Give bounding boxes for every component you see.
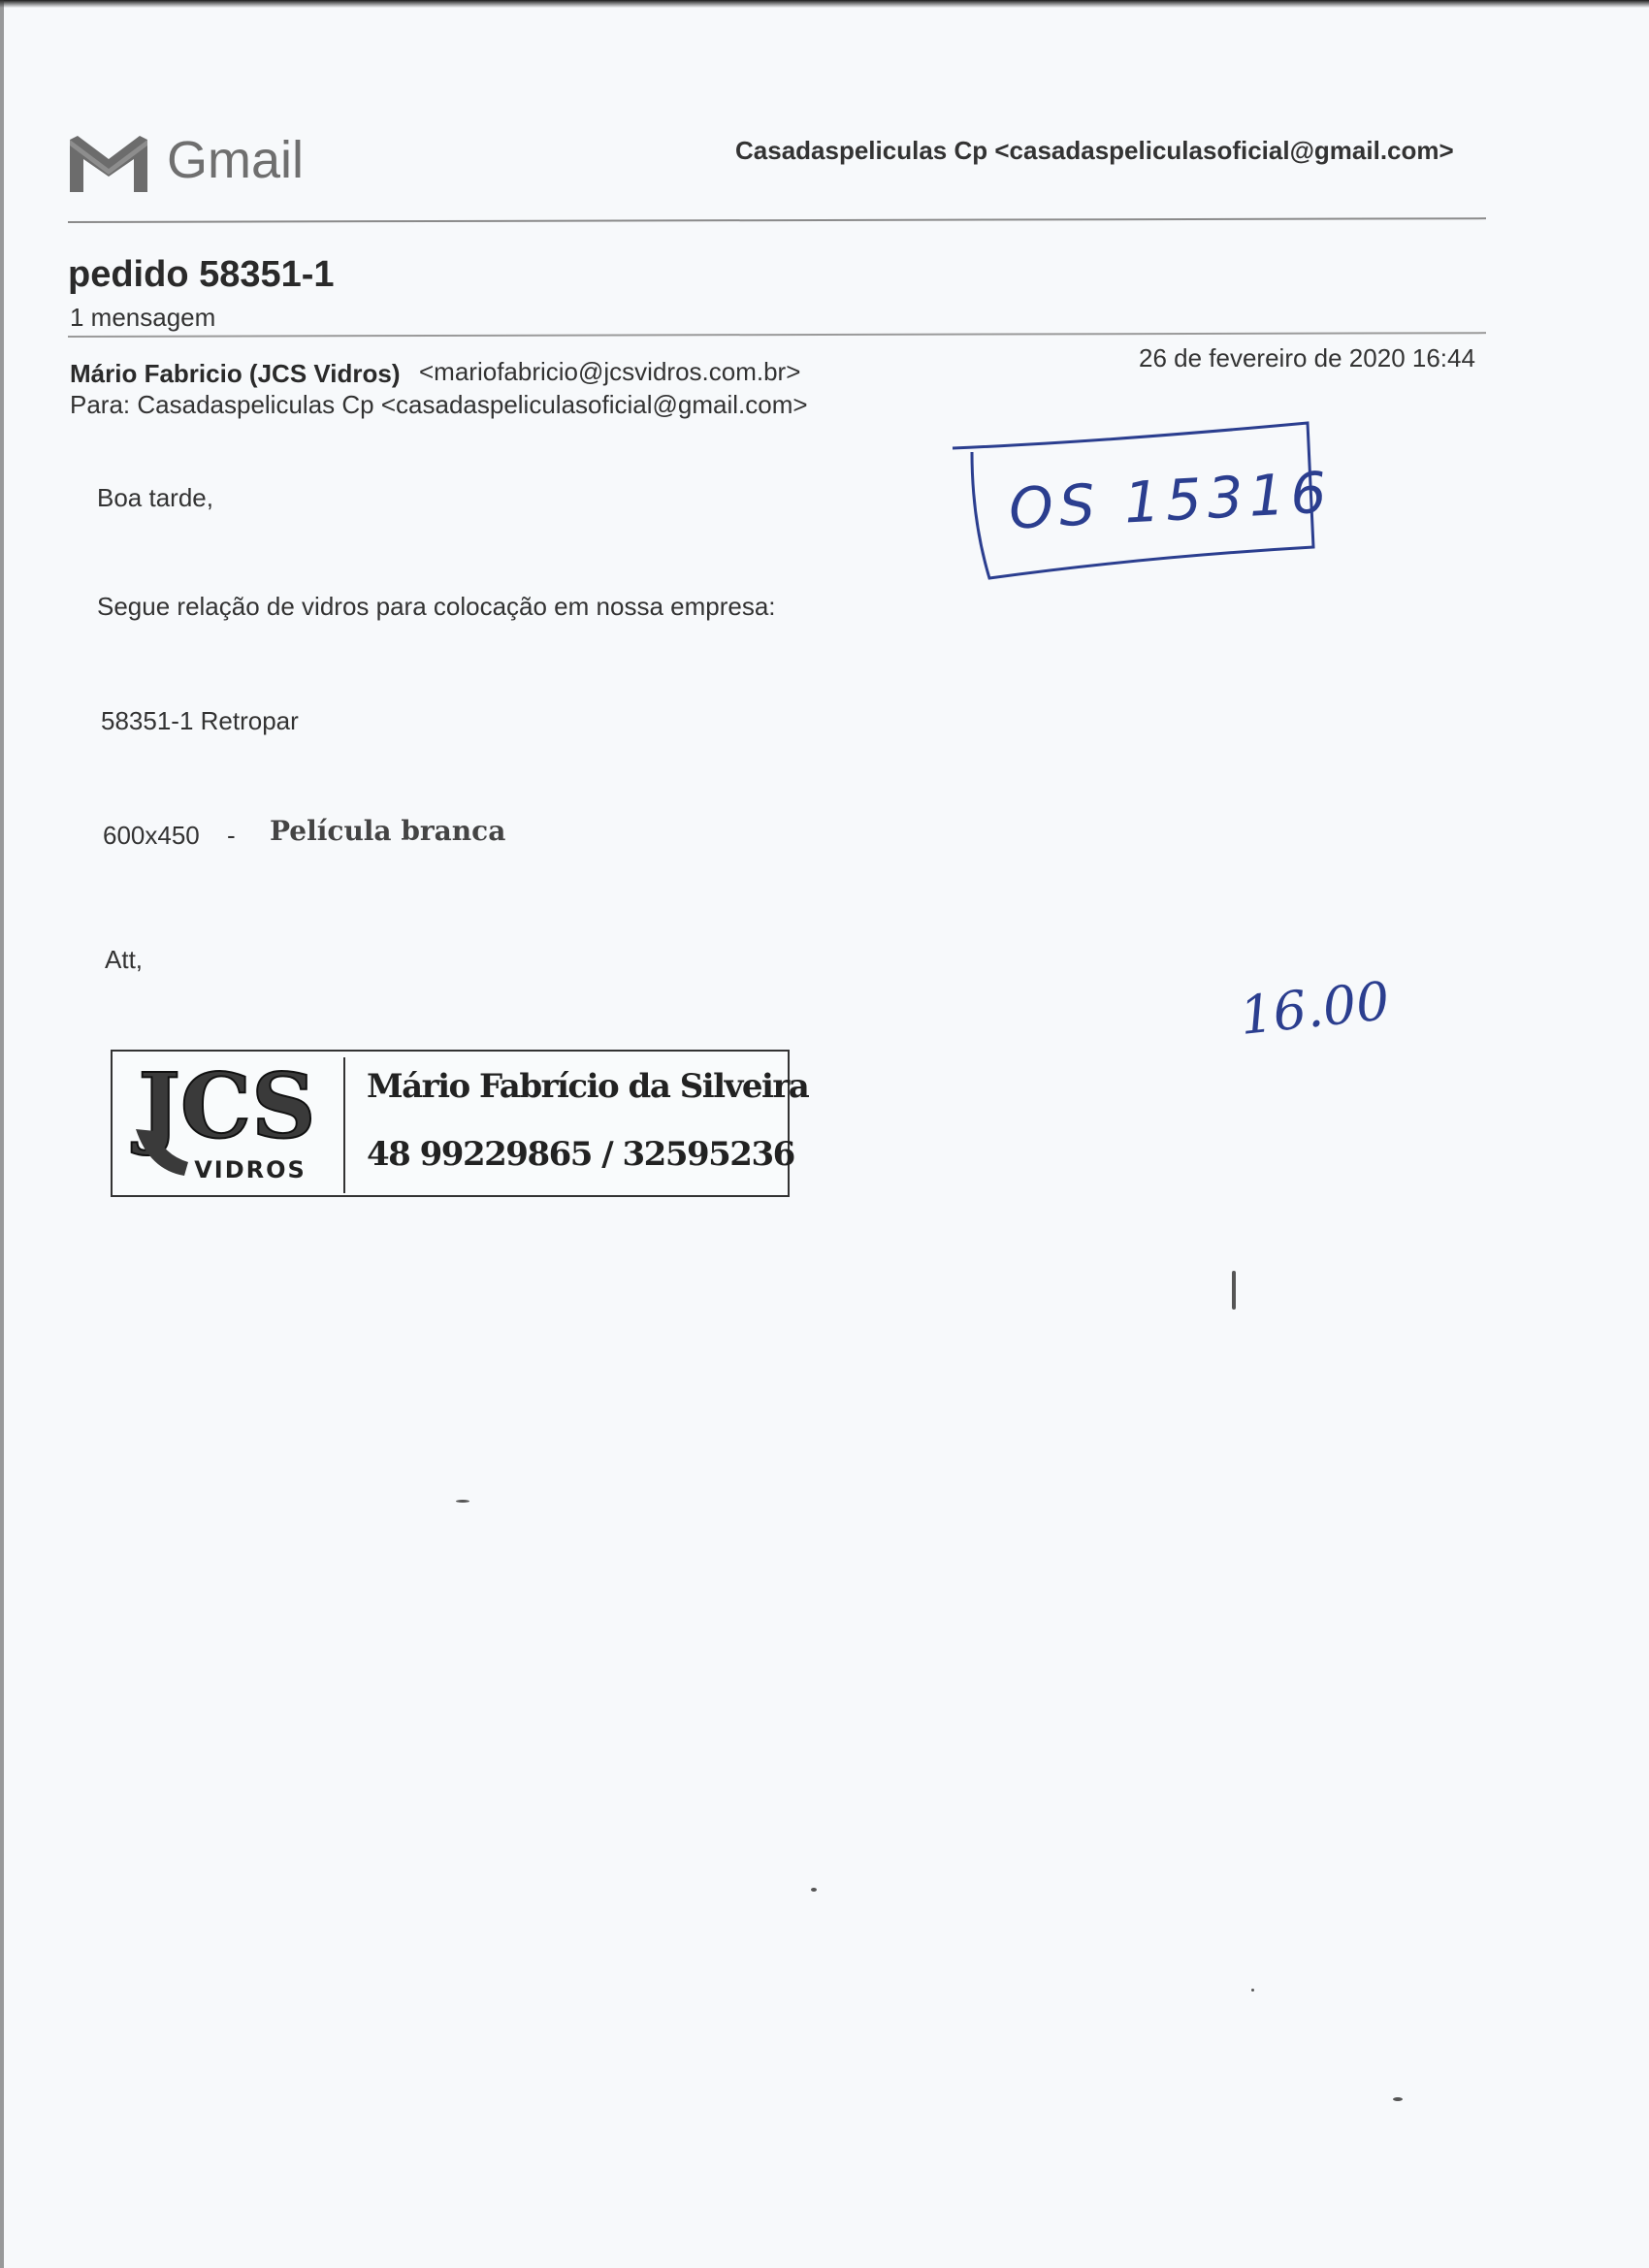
body-closing: Att,	[105, 945, 144, 974]
body-greeting: Boa tarde,	[97, 483, 213, 512]
logo-subtext: VIDROS	[194, 1156, 307, 1183]
body-intro: Segue relação de vidros para colocação em nossa empresa:	[97, 592, 776, 621]
order-line: 58351-1 Retropar	[101, 706, 299, 735]
thread-divider	[68, 332, 1486, 338]
scan-speck	[1393, 2097, 1403, 2101]
header-divider	[68, 217, 1486, 223]
scan-left-edge	[0, 0, 4, 2268]
handwritten-price: 16.00	[1237, 970, 1393, 1047]
scan-speck	[1251, 1989, 1254, 1992]
email-subject: pedido 58351-1	[68, 254, 335, 295]
account-label: Casadaspeliculas Cp <casadaspeliculasoficial@gmail.com>	[735, 136, 1454, 165]
message-count: 1 mensagem	[70, 303, 216, 332]
scan-speck	[1232, 1271, 1236, 1310]
scan-top-edge	[0, 0, 1649, 8]
sender-name: Mário Fabricio (JCS Vidros)	[70, 359, 401, 388]
item-description: Película branca	[270, 815, 506, 847]
signature-phone: 48 99229865 / 32595236	[367, 1135, 794, 1174]
gmail-wordmark: Gmail	[167, 131, 305, 189]
signature-name: Mário Fabrício da Silveira	[367, 1067, 809, 1106]
item-size: 600x450	[103, 821, 200, 850]
logo-text: JCS	[138, 1061, 316, 1158]
recipient-line: Para: Casadaspeliculas Cp <casadaspeliculasoficial@gmail.com>	[70, 390, 808, 419]
scan-speck	[456, 1500, 469, 1503]
gmail-logo-icon	[66, 132, 151, 196]
handwritten-os-number: OS 15316	[1007, 459, 1334, 542]
message-date: 26 de fevereiro de 2020 16:44	[1139, 343, 1475, 373]
jcs-vidros-logo-icon	[130, 1061, 324, 1187]
scan-speck	[811, 1888, 817, 1892]
item-separator: -	[227, 821, 236, 850]
sender-email: <mariofabricio@jcsvidros.com.br>	[419, 357, 801, 386]
